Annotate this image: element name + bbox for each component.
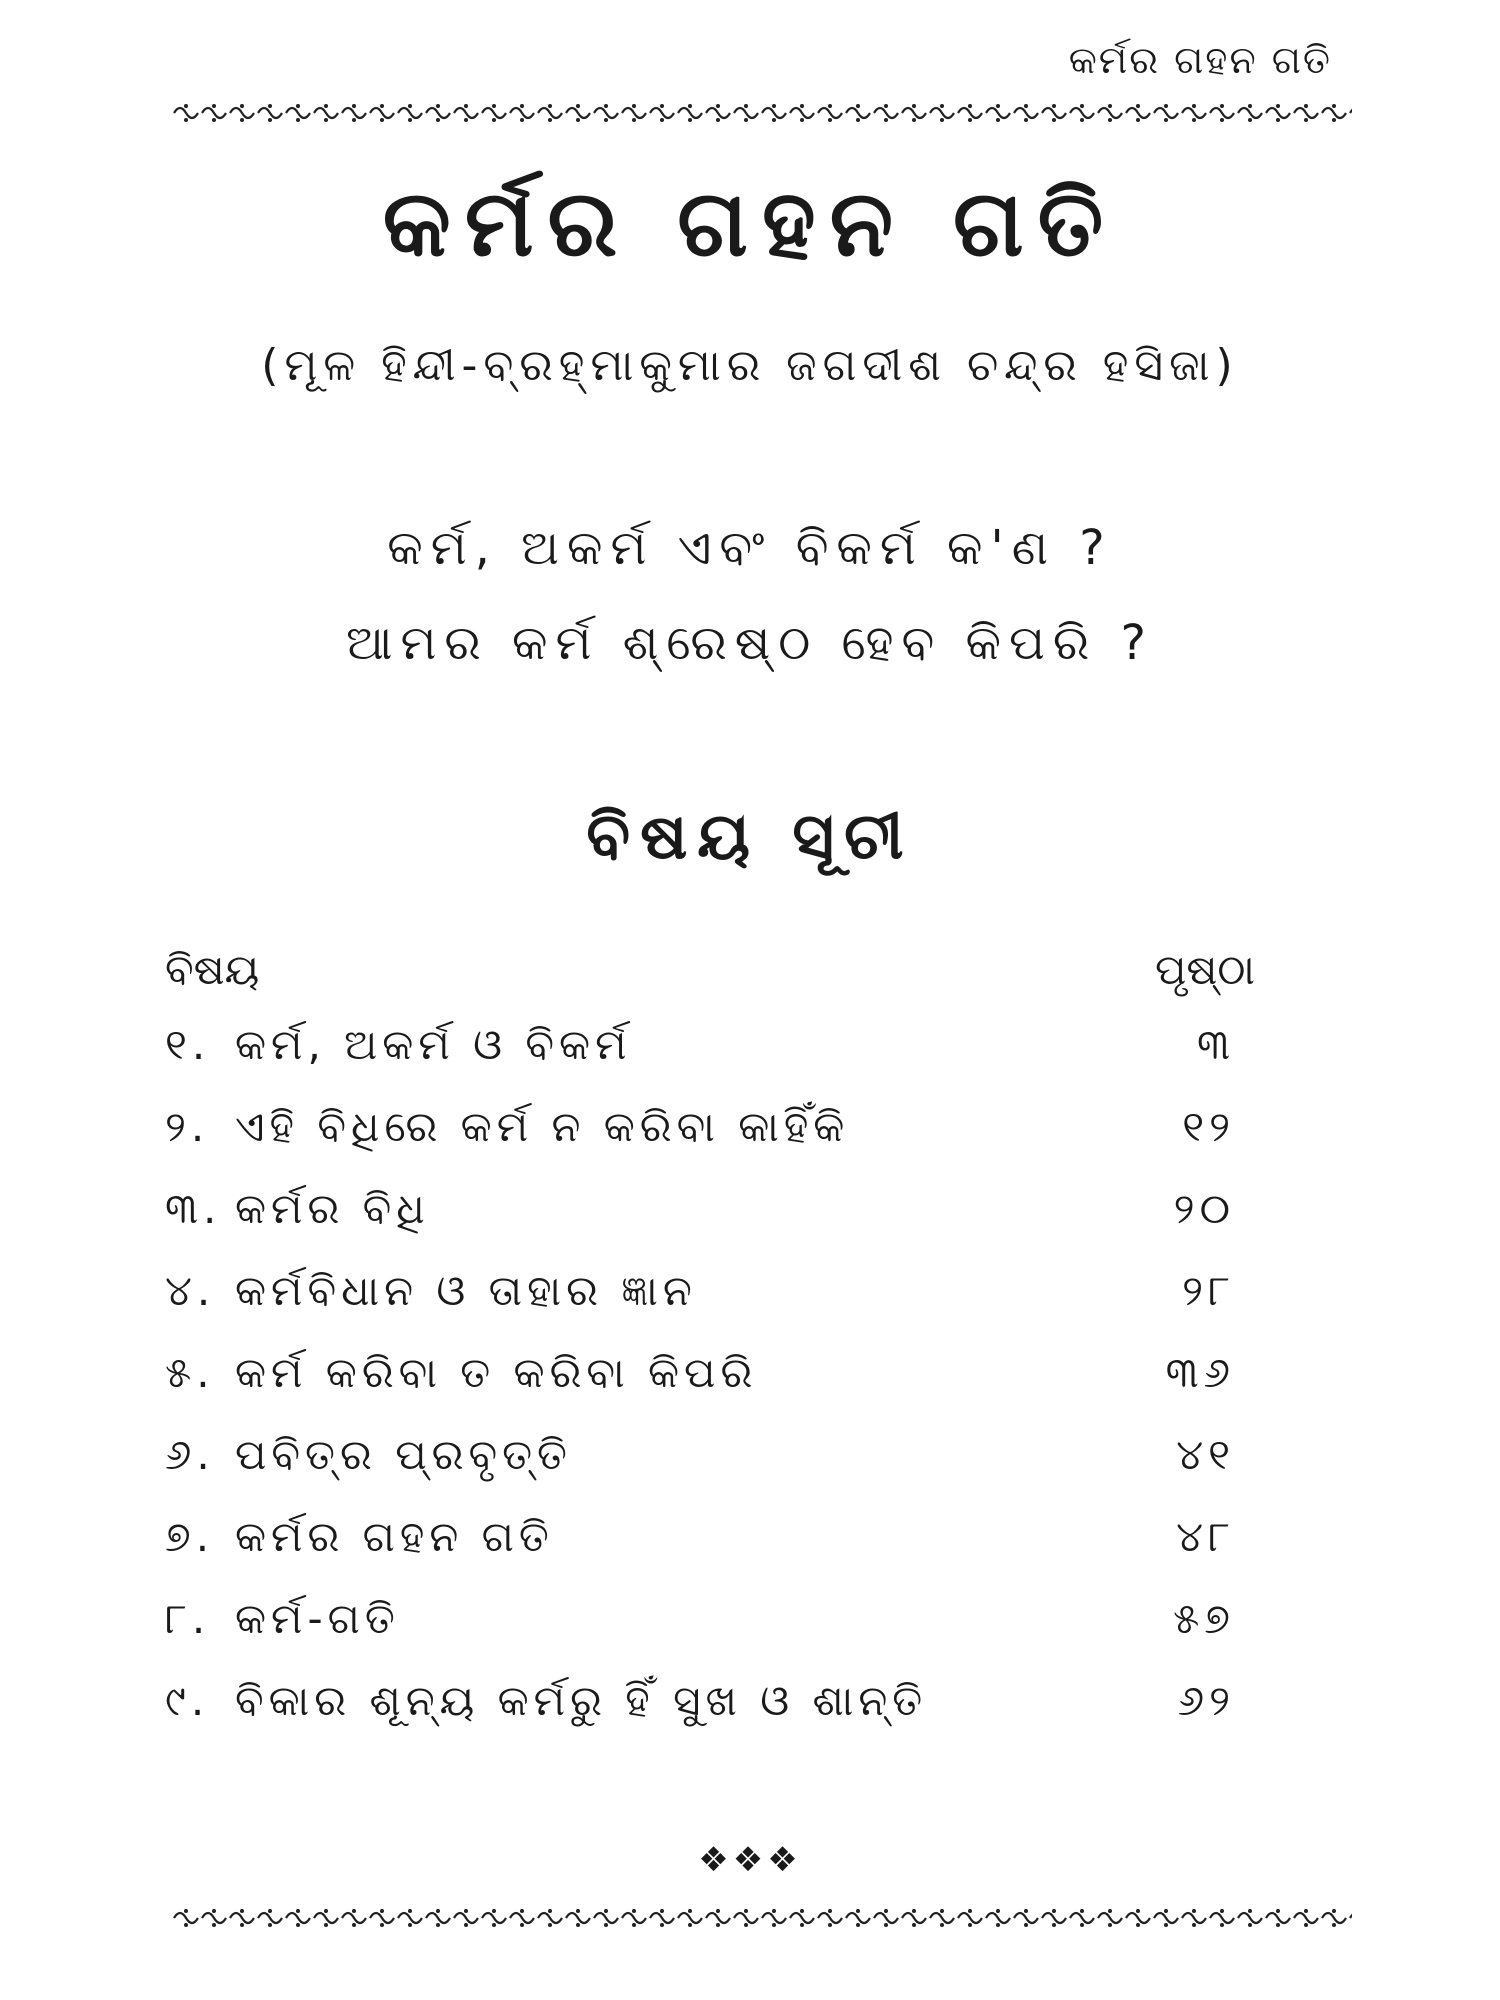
toc-entry-page: ୩	[1196, 1020, 1235, 1069]
toc-entry-number: ୭.	[165, 1512, 215, 1561]
toc-entry	[165, 1430, 1255, 1512]
toc-entry-page: ୩୬	[1165, 1348, 1235, 1397]
toc-entry	[165, 1348, 1255, 1430]
toc-entry	[165, 1184, 1255, 1266]
toc-entry-page: ୪୮	[1176, 1512, 1235, 1561]
toc-entry-number: ୫.	[165, 1348, 215, 1397]
toc-entry-number: ୬.	[165, 1430, 215, 1479]
toc-header-subject: ବିଷୟ	[165, 945, 260, 994]
toc-entry-number: ୯.	[165, 1676, 210, 1725]
toc-header-page: ପୃଷ୍ଠା	[1154, 945, 1255, 994]
toc-entry-title: ଏହି ବିଧିରେ କର୍ମ ନ କରିବା କାହିଁକି	[235, 1102, 850, 1151]
toc-entry	[165, 1102, 1255, 1184]
book-title: କର୍ମର ଗହନ ଗତି	[382, 170, 1118, 277]
toc-entry-title: କର୍ମ କରିବା ତ କରିବା କିପରି	[235, 1348, 758, 1397]
table-of-contents	[165, 1020, 1255, 1758]
bottom-decorative-border	[172, 1905, 1352, 1931]
toc-entry-title: ପବିତ୍ର ପ୍ରବୃତ୍ତି	[235, 1430, 572, 1479]
toc-entry-number: ୩.	[165, 1184, 222, 1233]
toc-entry-title: କର୍ମ, ଅକର୍ମ ଓ ବିକର୍ମ	[235, 1020, 632, 1069]
toc-entry-title: କର୍ମର ଗହନ ଗତି	[235, 1512, 554, 1561]
question-line-1: କର୍ମ, ଅକର୍ମ ଏବଂ ବିକର୍ମ କ'ଣ ?	[387, 520, 1113, 576]
toc-entry	[165, 1676, 1255, 1758]
toc-entry-page: ୧୨	[1182, 1102, 1235, 1151]
toc-entry	[165, 1594, 1255, 1676]
running-head: କର୍ମର ଗହନ ଗତି	[1068, 38, 1332, 82]
toc-entry	[165, 1020, 1255, 1102]
toc-entry-page: ୫୭	[1173, 1594, 1235, 1643]
toc-entry-number: ୪.	[165, 1266, 216, 1315]
toc-entry-title: କର୍ମବିଧାନ ଓ ତାହାର ଜ୍ଞାନ	[235, 1266, 697, 1315]
top-decorative-border	[172, 100, 1352, 126]
toc-entry-number: ୧.	[165, 1020, 211, 1069]
toc-entry-title: କର୍ମ-ଗତି	[235, 1594, 400, 1643]
toc-entry-number: ୮.	[165, 1594, 211, 1643]
contents-heading: ବିଷୟ ସୂଚୀ	[586, 800, 914, 874]
toc-entry-page: ୬୨	[1177, 1676, 1235, 1725]
toc-entry-title: କର୍ମର ବିଧି	[235, 1184, 430, 1233]
question-line-2: ଆମର କର୍ମ ଶ୍ରେଷ୍ଠ ହେବ କିପରି ?	[345, 615, 1154, 671]
ornament-divider: ❖❖❖	[698, 1840, 802, 1880]
toc-entry-page: ୪୧	[1176, 1430, 1235, 1479]
toc-entry-page: ୨୦	[1173, 1184, 1235, 1233]
toc-entry	[165, 1266, 1255, 1348]
toc-header	[165, 945, 1255, 995]
toc-entry	[165, 1512, 1255, 1594]
book-subtitle: (ମୂଳ ହିନ୍ଦୀ-ବ୍ରହ୍ମାକୁମାର ଜଗଦୀଶ ଚନ୍ଦ୍ର ହସିଜା)	[261, 340, 1239, 391]
toc-entry-title: ବିକାର ଶୂନ୍ୟ କର୍ମରୁ ହିଁ ସୁଖ ଓ ଶାନ୍ତି	[235, 1676, 928, 1725]
toc-entry-number: ୨.	[165, 1102, 210, 1151]
toc-entry-page: ୨୮	[1182, 1266, 1235, 1315]
